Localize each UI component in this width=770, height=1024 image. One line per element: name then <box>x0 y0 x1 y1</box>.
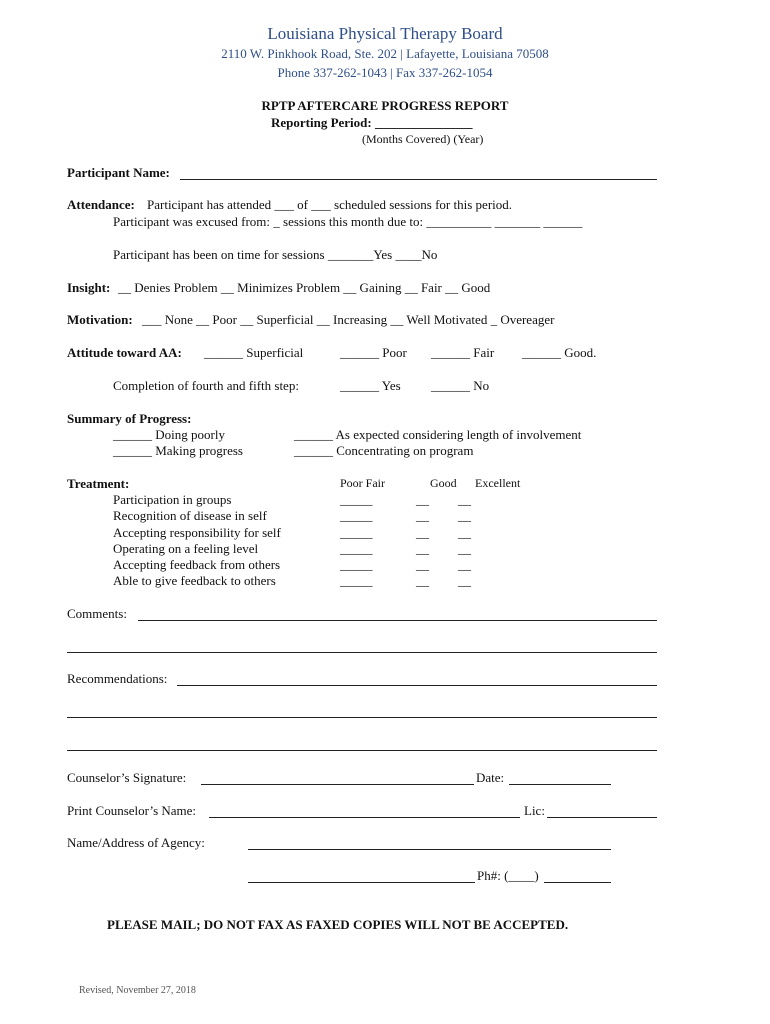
attendance-label: Attendance: <box>67 197 135 212</box>
insight-options: __ Denies Problem __ Minimizes Problem __ Gaining __ Fair __ Good <box>118 280 491 295</box>
treatment-blank-poor-fair: _____ <box>340 557 373 572</box>
counselor-signature-line[interactable] <box>201 784 474 785</box>
treatment-blank-excellent: __ <box>458 492 471 507</box>
step-completion-yes: ______ Yes <box>340 378 401 393</box>
treatment-blank-good: __ <box>416 508 429 523</box>
reporting-period-hint: (Months Covered) (Year) <box>362 132 484 146</box>
treatment-blank-poor-fair: _____ <box>340 573 373 588</box>
attendance-line-2: Participant was excused from: _ sessions this month due to: __________ _______ ______ <box>113 214 583 229</box>
lic-label: Lic: <box>524 803 545 818</box>
attendance-line-1: Participant has attended ___ of ___ scheduled sessions for this period. <box>147 197 513 212</box>
org-phone: Phone 337-262-1043 | Fax 337-262-1054 <box>277 65 493 80</box>
treatment-blank-excellent: __ <box>458 525 471 540</box>
lic-line[interactable] <box>547 817 657 818</box>
treatment-row-label: Operating on a feeling level <box>113 541 259 556</box>
date-label: Date: <box>476 770 505 785</box>
comments-label: Comments: <box>67 606 127 621</box>
attitude-superficial: ______ Superficial <box>204 345 304 360</box>
phone-line[interactable] <box>544 882 611 883</box>
revision-date: Revised, November 27, 2018 <box>79 985 196 996</box>
attendance-line-3: Participant has been on time for sessions _______Yes ____No <box>113 247 438 262</box>
print-name-line[interactable] <box>209 817 520 818</box>
org-name: Louisiana Physical Therapy Board <box>267 24 503 43</box>
mail-notice: PLEASE MAIL; DO NOT FAX AS FAXED COPIES WILL NOT BE ACCEPTED. <box>107 917 569 932</box>
summary-making-progress: ______ Making progress <box>113 443 243 458</box>
treatment-blank-good: __ <box>416 492 429 507</box>
recommendations-label: Recommendations: <box>67 671 168 686</box>
agency-line[interactable] <box>248 849 611 850</box>
counselor-signature-label: Counselor’s Signature: <box>67 770 187 785</box>
comments-line[interactable] <box>67 652 657 653</box>
treatment-row-label: Able to give feedback to others <box>113 573 276 588</box>
treatment-blank-poor-fair: _____ <box>340 525 373 540</box>
attitude-good: ______ Good. <box>522 345 597 360</box>
recommendations-line[interactable] <box>67 750 657 751</box>
treatment-label: Treatment: <box>67 476 130 491</box>
treatment-blank-excellent: __ <box>458 573 471 588</box>
agency-line[interactable] <box>248 882 475 883</box>
treatment-blank-good: __ <box>416 541 429 556</box>
treatment-row-label: Participation in groups <box>113 492 232 507</box>
comments-line[interactable] <box>138 620 657 621</box>
org-address: 2110 W. Pinkhook Road, Ste. 202 | Lafayette, Louisiana 70508 <box>221 46 549 61</box>
treatment-row-label: Accepting responsibility for self <box>113 525 281 540</box>
attitude-poor: ______ Poor <box>340 345 407 360</box>
treatment-row-label: Accepting feedback from others <box>113 557 281 572</box>
step-completion-label: Completion of fourth and fifth step: <box>113 378 299 393</box>
phone-label: Ph#: (____) <box>477 868 539 883</box>
summary-concentrating: ______ Concentrating on program <box>294 443 474 458</box>
treatment-row-label: Recognition of disease in self <box>113 508 267 523</box>
treatment-blank-good: __ <box>416 573 429 588</box>
print-name-label: Print Counselor’s Name: <box>67 803 197 818</box>
participant-name-line[interactable] <box>180 179 657 180</box>
treatment-blank-excellent: __ <box>458 557 471 572</box>
motivation-options: ___ None __ Poor __ Superficial __ Increasing __ Well Motivated _ Overeager <box>142 312 555 327</box>
attitude-fair: ______ Fair <box>431 345 495 360</box>
recommendations-line[interactable] <box>67 717 657 718</box>
summary-as-expected: ______ As expected considering length of involvement <box>294 427 582 442</box>
treatment-blank-good: __ <box>416 525 429 540</box>
report-title: RPTP AFTERCARE PROGRESS REPORT <box>261 98 509 113</box>
recommendations-line[interactable] <box>177 685 657 686</box>
treatment-blank-good: __ <box>416 557 429 572</box>
summary-doing-poorly: ______ Doing poorly <box>113 427 225 442</box>
participant-name-label: Participant Name: <box>67 165 170 180</box>
step-completion-no: ______ No <box>431 378 490 393</box>
treatment-blank-poor-fair: _____ <box>340 541 373 556</box>
summary-label: Summary of Progress: <box>67 411 192 426</box>
reporting-period: Reporting Period: _______________ <box>271 115 473 130</box>
treatment-col-excellent: Excellent <box>475 476 521 490</box>
treatment-col-good: Good <box>430 476 457 490</box>
motivation-label: Motivation: <box>67 312 133 327</box>
attitude-label: Attitude toward AA: <box>67 345 182 360</box>
date-line[interactable] <box>509 784 611 785</box>
treatment-blank-poor-fair: _____ <box>340 492 373 507</box>
treatment-blank-excellent: __ <box>458 508 471 523</box>
agency-label: Name/Address of Agency: <box>67 835 205 850</box>
insight-label: Insight: <box>67 280 111 295</box>
treatment-blank-poor-fair: _____ <box>340 508 373 523</box>
treatment-col-poor-fair: Poor Fair <box>340 476 385 490</box>
treatment-blank-excellent: __ <box>458 541 471 556</box>
